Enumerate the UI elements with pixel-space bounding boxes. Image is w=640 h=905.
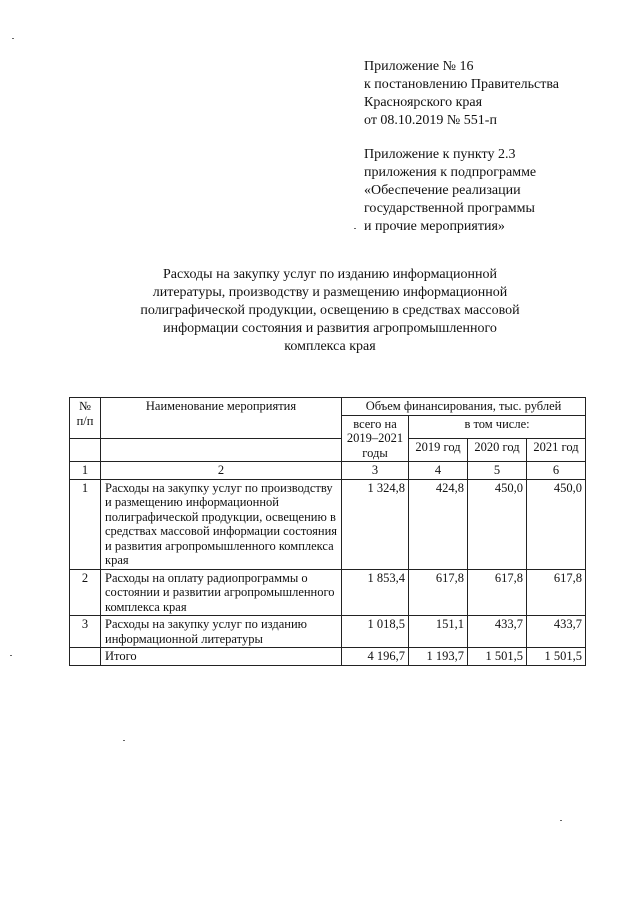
title-line: Расходы на закупку услуг по изданию информационной [162,267,498,282]
appendix-block [364,58,559,130]
row-total: 1 324,8 [342,479,409,569]
total-sum: 4 196,7 [342,648,409,666]
table-header-row [70,398,586,416]
scan-speck [123,740,125,741]
appendix-to-block [364,146,536,236]
index-cell: 4 [409,462,468,480]
header-total: всего на 2019–2021 годы [342,415,409,462]
row-total: 1 853,4 [342,569,409,616]
index-cell: 2 [101,462,342,480]
scan-speck [10,655,12,656]
header-name: Наименование мероприятия [101,398,342,439]
appendix-to-line: Приложение к пункту 2.3 [364,147,516,162]
total-2021: 1 501,5 [527,648,586,666]
scan-speck [560,820,562,821]
row-name: Расходы на закупку услуг по изданию информационной литературы [101,616,342,648]
expenses-table [69,397,586,666]
title-line: информации состояния и развития агропромышленного [163,321,497,336]
row-2021: 433,7 [527,616,586,648]
index-cell: 3 [342,462,409,480]
row-2019: 151,1 [409,616,468,648]
row-2020: 433,7 [468,616,527,648]
appendix-line: от 08.10.2019 № 551-п [364,113,497,128]
total-num [70,648,101,666]
row-2020: 617,8 [468,569,527,616]
appendix-line: Красноярского края [364,95,483,110]
row-2019: 424,8 [409,479,468,569]
header-2020: 2020 год [468,438,527,461]
index-cell: 1 [70,462,101,480]
header-including: в том числе: [409,415,586,438]
row-2020: 450,0 [468,479,527,569]
appendix-line: к постановлению Правительства [364,77,560,92]
appendix-to-line: приложения к подпрограмме [364,165,537,180]
row-num: 3 [70,616,101,648]
scan-speck [12,38,14,39]
row-name: Расходы на закупку услуг по производству и размещению информационной полиграфической продукции, освещению в средствах массовой информации состояния и развития агропромышленного комплекса края [101,479,342,569]
header-2021: 2021 год [527,438,586,461]
header-name-spacer [101,438,342,461]
title-line: комплекса края [284,339,376,354]
row-2019: 617,8 [409,569,468,616]
header-funding: Объем финансирования, тыс. рублей [342,398,586,416]
appendix-to-line: государственной программы [364,201,535,216]
table-total-row [70,648,586,666]
scan-speck [354,228,356,229]
header-num-spacer [70,438,101,461]
table-row [70,616,586,648]
row-name: Расходы на оплату радиопрограммы о состоянии и развитии агропромышленного комплекса края [101,569,342,616]
index-cell: 6 [527,462,586,480]
row-num: 2 [70,569,101,616]
row-2021: 450,0 [527,479,586,569]
title-line: полиграфической продукции, освещению в средствах массовой [140,303,520,318]
total-2020: 1 501,5 [468,648,527,666]
row-num: 1 [70,479,101,569]
title-line: литературы, производству и размещению информационной [152,285,508,300]
appendix-to-line: «Обеспечение реализации [364,183,521,198]
table-year-row [70,438,586,461]
appendix-to-line: и прочие мероприятия» [364,219,505,234]
document-title [100,266,560,356]
table-row [70,479,586,569]
index-cell: 5 [468,462,527,480]
row-total: 1 018,5 [342,616,409,648]
header-num: № п/п [70,398,101,439]
table-row [70,569,586,616]
total-2019: 1 193,7 [409,648,468,666]
header-2019: 2019 год [409,438,468,461]
appendix-line: Приложение № 16 [364,59,474,74]
table-index-row [70,462,586,480]
row-2021: 617,8 [527,569,586,616]
total-label: Итого [101,648,342,666]
